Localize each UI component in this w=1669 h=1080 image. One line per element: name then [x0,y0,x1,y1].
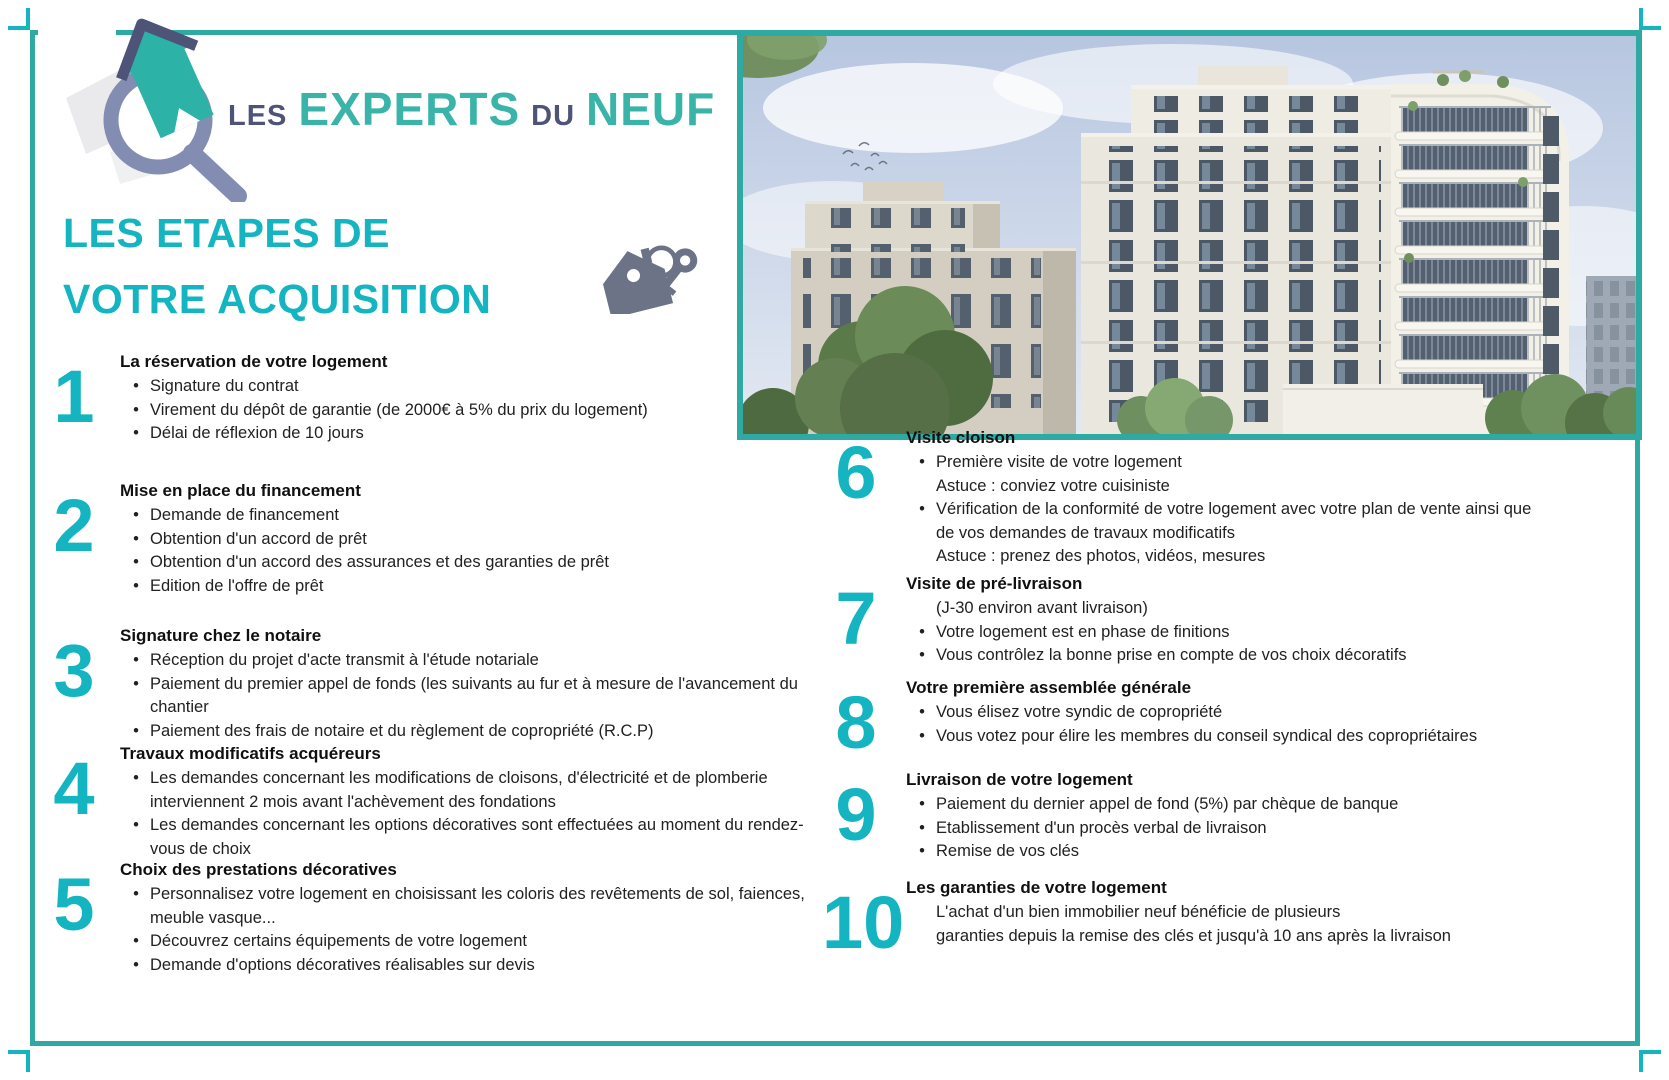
step-item-text: Première visite de votre logement [936,453,1182,471]
step-body [906,574,1554,668]
step-item-line [906,925,1554,949]
bullet-dot: • [919,842,925,861]
bullet-dot: • [133,424,139,443]
step-heading: Signature chez le notaire [120,626,322,645]
step-heading: Visite de pré-livraison [906,574,1083,593]
step-block [822,428,1554,569]
step-block [822,574,1554,668]
step-item-text: Virement du dépôt de garantie (de 2000€ à 5% du prix du logement) [150,400,648,419]
step-number: 2 [53,484,95,567]
step-item-line [906,545,1554,569]
step-item-line [120,528,820,552]
step-item-line [120,954,820,978]
step-heading: Livraison de votre logement [906,770,1133,789]
step-item-text: Remise de vos clés [936,842,1080,861]
step-item-line [120,883,820,930]
step-number: 5 [53,863,95,946]
step-block [822,878,1554,964]
step-item-text: Paiement des frais de notaire et du règlement de copropriété (R.C.P) [150,721,654,740]
step-item-text: Demande de financement [150,506,339,524]
step-item-line [906,475,1554,499]
step-item-text: Astuce : conviez votre cuisiniste [936,476,1170,495]
step-item-text: Edition de l'offre de prêt [150,576,324,595]
step-item-line [120,720,820,744]
step-items [906,451,1554,569]
logo-neuf: NEUF [586,83,716,135]
step-item-line [906,817,1554,841]
bullet-dot: • [133,885,139,903]
step-body [120,860,820,977]
step-item-line [906,840,1554,864]
step-item-line [120,399,820,423]
step-number: 6 [835,431,877,514]
step-heading: La réservation de votre logement [120,352,388,371]
step-item-line [120,375,820,399]
step-item-line [120,814,820,861]
bullet-dot [915,925,929,949]
logo-les: LES [228,100,288,132]
step-item-line [120,767,820,814]
step-block [42,860,820,977]
step-item-line [120,673,820,720]
bullet-dot: • [133,769,139,787]
step-body [120,481,820,598]
step-item-line [120,575,820,599]
step-item-line [906,701,1554,725]
step-item-text: Votre logement est en phase de finitions [936,622,1230,641]
step-item-line [906,451,1554,475]
step-item-line [906,498,1554,545]
step-item-text: Signature du contrat [150,377,299,395]
step-items [120,375,820,446]
bullet-dot: • [133,932,139,951]
step-number: 7 [835,577,877,660]
step-item-text: Obtention d'un accord de prêt [150,529,367,548]
step-item-text: Vérification de la conformité de votre logement avec votre plan de vente ainsi que de vos demandes de travaux modificatifs [936,500,1532,542]
step-item-line [906,725,1554,749]
step-item-text: Paiement du dernier appel de fond (5%) par chèque de banque [936,795,1399,813]
step-item-line [120,551,820,575]
bullet-dot: • [133,674,139,693]
step-item-line [120,422,820,446]
bullet-dot: • [133,651,139,669]
bullet-dot [915,597,929,621]
step-block [42,352,820,446]
bullet-dot: • [133,721,139,740]
bullet-dot: • [133,377,139,395]
step-item-text: Les demandes concernant les modifications de cloisons, d'électricité et de plomberie interviennent 2 mois avant l'achèvement des fondations [150,769,768,811]
step-number: 8 [835,681,877,764]
step-body [906,878,1554,948]
step-block [42,481,820,598]
corner-mark-top-left [8,8,30,30]
step-heading: Visite cloison [906,428,1016,447]
step-item-line [906,901,1554,925]
step-body [120,352,820,446]
bullet-dot: • [919,453,925,471]
step-item-line [120,649,820,673]
bullet-dot: • [133,506,139,524]
step-items [906,793,1554,864]
logo-experts: EXPERTS [298,83,521,135]
step-item-text: Vous élisez votre syndic de copropriété [936,703,1223,721]
step-heading: Travaux modificatifs acquéreurs [120,744,381,763]
step-item-line [906,597,1554,621]
step-item-text: Les demandes concernant les options décoratives sont effectuées au moment du rendez-vous de choix [150,816,804,858]
step-body [906,770,1554,864]
step-item-text: Demande d'options décoratives réalisables sur devis [150,955,535,974]
bullet-dot [915,545,929,569]
bullet-dot [915,475,929,499]
step-item-text: Personnalisez votre logement en choisissant les coloris des revêtements de sol, faiences, meuble vasque... [150,885,805,927]
bullet-dot: • [133,529,139,548]
step-item-line [906,644,1554,668]
step-body [120,626,820,743]
step-number: 9 [835,773,877,856]
step-heading: Mise en place du financement [120,481,361,500]
bullet-dot: • [133,553,139,572]
bullet-dot: • [919,646,925,665]
step-items [120,883,820,977]
page-title-line1: LES ETAPES DE [63,210,390,256]
corner-mark-bottom-left [8,1050,30,1072]
corner-mark-top-right [1639,8,1661,30]
step-item-text: Vous contrôlez la bonne prise en compte de vos choix décoratifs [936,646,1407,665]
step-number: 3 [53,629,95,712]
step-heading: Choix des prestations décoratives [120,860,397,879]
step-item-text: (J-30 environ avant livraison) [936,599,1148,617]
step-item-line [120,504,820,528]
step-body [906,678,1554,748]
step-number: 1 [53,355,95,438]
step-heading: Votre première assemblée générale [906,678,1192,697]
step-item-text: Délai de réflexion de 10 jours [150,424,364,443]
bullet-dot: • [919,795,925,813]
step-item-text: L'achat d'un bien immobilier neuf bénéficie de plusieurs [936,903,1341,921]
step-block [42,744,820,861]
corner-mark-bottom-right [1639,1050,1661,1072]
step-heading: Les garanties de votre logement [906,878,1167,897]
step-item-text: Astuce : prenez des photos, vidéos, mesures [936,547,1266,566]
step-number: 10 [822,881,905,964]
step-items [120,504,820,598]
step-body [120,744,820,861]
bullet-dot: • [133,400,139,419]
bullet-dot: • [919,500,925,519]
bullet-dot: • [133,816,139,835]
step-block [822,770,1554,864]
step-item-line [906,793,1554,817]
step-item-text: Réception du projet d'acte transmit à l'étude notariale [150,651,539,669]
step-items [906,901,1554,948]
bullet-dot [915,901,929,925]
logo-wordmark [228,82,715,136]
step-items [906,701,1554,748]
step-body [906,428,1554,569]
bullet-dot: • [133,576,139,595]
step-block [42,626,820,743]
step-item-text: Vous votez pour élire les membres du conseil syndical des copropriétaires [936,726,1478,745]
step-item-text: Paiement du premier appel de fonds (les suivants au fur et à mesure de l'avancement du chantier [150,674,798,717]
step-item-line [120,930,820,954]
bullet-dot: • [133,955,139,974]
step-items [906,597,1554,668]
bullet-dot: • [919,622,925,641]
page-title-line2: VOTRE ACQUISITION [63,276,492,323]
step-number: 4 [53,747,95,830]
bullet-dot: • [919,703,925,721]
logo-du: DU [531,100,576,132]
step-item-text: Obtention d'un accord des assurances et des garanties de prêt [150,553,610,572]
step-item-line [906,621,1554,645]
step-item-text: Etablissement d'un procès verbal de livraison [936,818,1267,837]
step-items [120,767,820,861]
bullet-dot: • [919,726,925,745]
step-block [822,678,1554,764]
bullet-dot: • [919,818,925,837]
step-items [120,649,820,743]
new-apartment-building-photo [737,30,1642,440]
step-item-text: garanties depuis la remise des clés et jusqu'à 10 ans après la livraison [936,926,1451,945]
page-title [63,200,491,333]
house-keychain-keys-icon [585,232,710,314]
step-item-text: Découvrez certains équipements de votre logement [150,932,527,951]
